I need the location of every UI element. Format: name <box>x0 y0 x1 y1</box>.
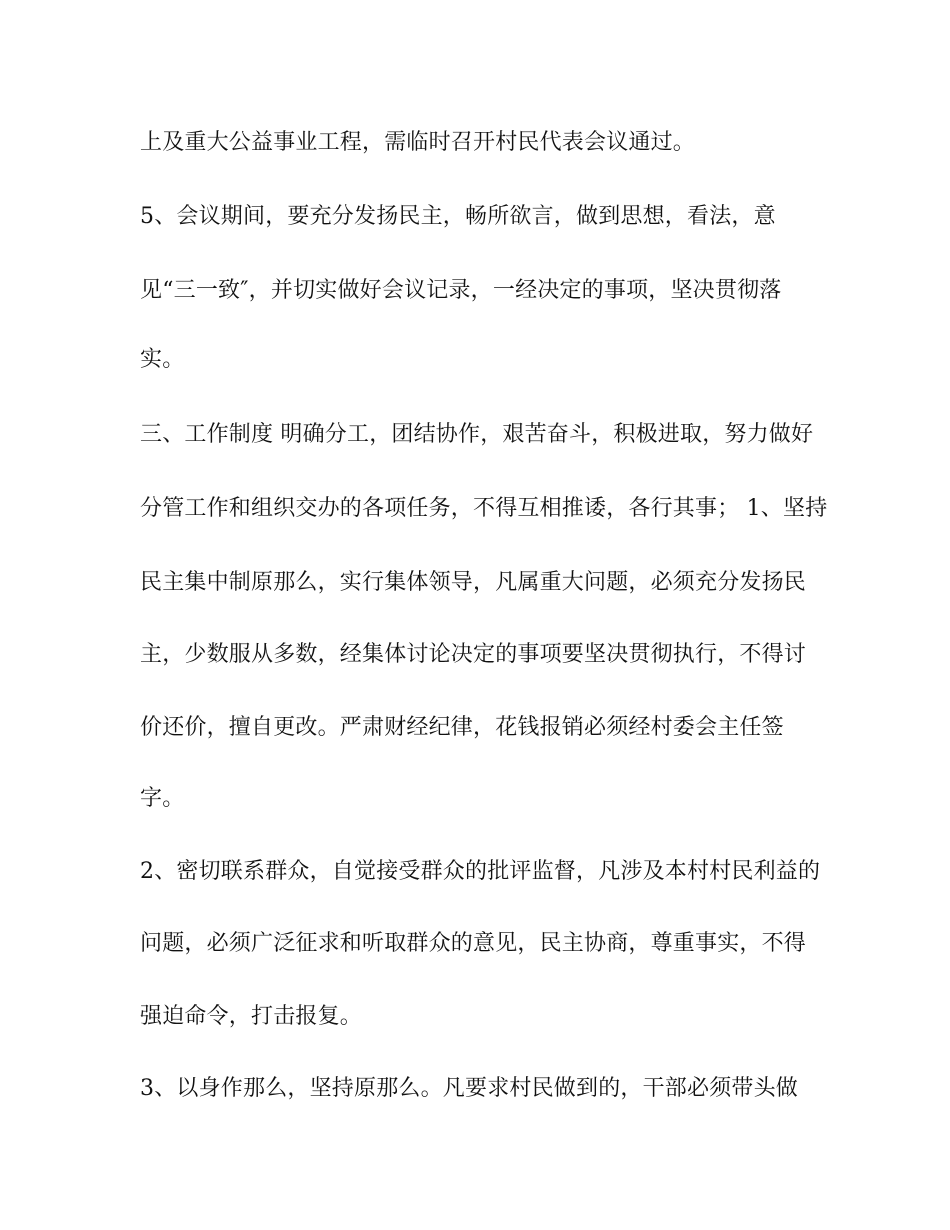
text-line: 3、以身作那么，坚持原那么。凡要求村民做到的，干部必须带头做 <box>140 1076 798 1101</box>
text-line: 2、密切联系群众，自觉接受群众的批评监督，凡涉及本村村民利益的 <box>140 859 821 884</box>
text-line: 问题，必须广泛征求和听取群众的意见，民主协商，尊重事实，不得 <box>140 931 807 956</box>
text-line: 见“三一致″，并切实做好会议记录，一经决定的事项，坚决贯彻落 <box>140 278 782 303</box>
text-line: 字。 <box>140 786 185 811</box>
text-line: 主，少数服从多数，经集体讨论决定的事项要坚决贯彻执行，不得讨 <box>140 642 807 667</box>
text-line: 上及重大公益事业工程，需临时召开村民代表会议通过。 <box>140 130 696 155</box>
text-line: 三、工作制度 明确分工，团结协作，艰苦奋斗，积极进取，努力做好 <box>140 422 814 447</box>
text-line: 强迫命令，打击报复。 <box>140 1004 363 1029</box>
text-line: 民主集中制原那么，实行集体领导，凡属重大问题，必须充分发扬民 <box>140 570 807 595</box>
text-line: 5、会议期间，要充分发扬民主，畅所欲言，做到思想，看法，意 <box>140 204 776 229</box>
text-line: 价还价，擅自更改。严肃财经纪律，花钱报销必须经村委会主任签 <box>140 715 784 740</box>
text-line: 分管工作和组织交办的各项任务，不得互相推诿，各行其事； 1、坚持 <box>140 496 828 521</box>
text-line: 实。 <box>140 347 185 372</box>
